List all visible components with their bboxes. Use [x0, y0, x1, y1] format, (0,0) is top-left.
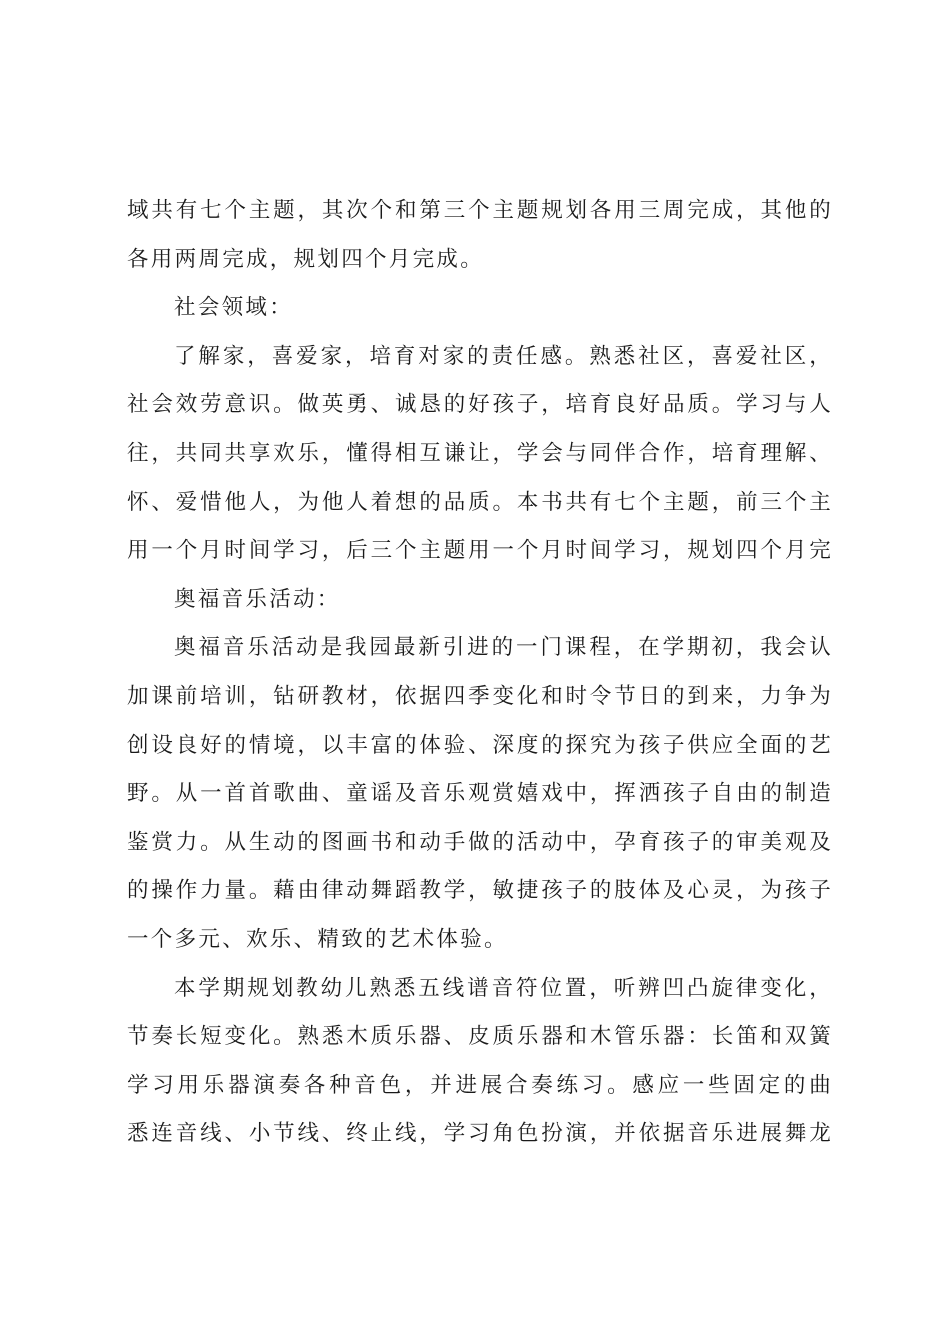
- body-text: [127, 187, 833, 1159]
- text-line: 创设良好的情境，以丰富的体验、深度的探究为孩子供应全面的艺: [127, 732, 833, 758]
- text-line: 加课前培训，钻研教材，依据四季变化和时令节日的到来，力争为: [127, 683, 833, 709]
- text-line: 的操作力量。藉由律动舞蹈教学，敏捷孩子的肢体及心灵，为孩子: [127, 878, 833, 904]
- text-line: 鉴赏力。从生动的图画书和动手做的活动中，孕育孩子的审美观及: [127, 829, 833, 855]
- text-line: 了解家，喜爱家，培育对家的责任感。熟悉社区，喜爱社区，: [174, 343, 833, 369]
- text-line: 悉连音线、小节线、终止线，学习角色扮演，并依据音乐进展舞龙: [127, 1121, 833, 1147]
- section-heading-social: 社会领域：: [174, 295, 294, 321]
- section-heading-orff-music: 奥福音乐活动：: [174, 586, 341, 612]
- text-line: 本学期规划教幼儿熟悉五线谱音符位置，听辨凹凸旋律变化，: [174, 975, 833, 1001]
- text-line: 一个多元、欢乐、精致的艺术体验。: [127, 926, 508, 952]
- text-line: 用一个月时间学习，后三个主题用一个月时间学习，规划四个月完: [127, 538, 833, 564]
- text-line: 各用两周完成，规划四个月完成。: [127, 246, 485, 272]
- text-line: 奥福音乐活动是我园最新引进的一门课程，在学期初，我会认: [174, 635, 833, 661]
- text-line: 社会效劳意识。做英勇、诚恳的好孩子，培育良好品质。学习与人: [127, 392, 833, 418]
- text-line: 往，共同共享欢乐，懂得相互谦让，学会与同伴合作，培育理解、: [127, 440, 833, 466]
- text-line: 怀、爱惜他人，为他人着想的品质。本书共有七个主题，前三个主: [127, 489, 833, 515]
- text-line: 节奏长短变化。熟悉木质乐器、皮质乐器和木管乐器：长笛和双簧: [127, 1024, 833, 1050]
- text-line: 学习用乐器演奏各种音色，并进展合奏练习。感应一些固定的曲: [127, 1072, 833, 1098]
- text-line: 野。从一首首歌曲、童谣及音乐观赏嬉戏中，挥洒孩子自由的制造: [127, 781, 833, 807]
- text-line: 域共有七个主题，其次个和第三个主题规划各用三周完成，其他的: [127, 198, 833, 223]
